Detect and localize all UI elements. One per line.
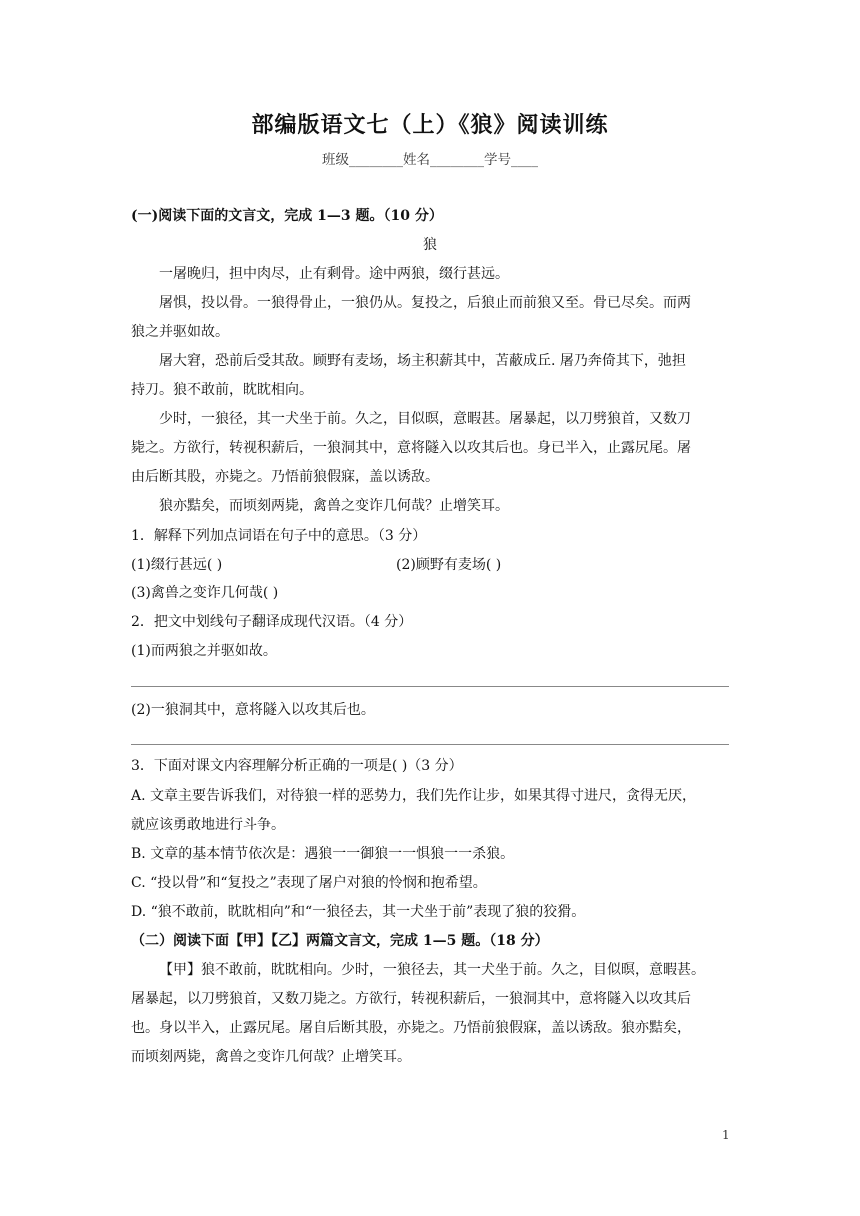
option-b: B. 文章的基本情节依次是：遇狼一一御狼一一惧狼一一杀狼。	[131, 846, 515, 862]
option-d: D. “狼不敢前，眈眈相向”和“一狼径去，其一犬坐于前”表现了狼的狡猾。	[131, 904, 586, 920]
option-a-line-2: 就应该勇敢地进行斗争。	[131, 817, 285, 833]
passage-line: 屠惧，投以骨。一狼得骨止，一狼仍从。复投之，后狼止而前狼又至。骨已尽矣。而两	[159, 295, 691, 311]
question-1-item-3: (3)禽兽之变诈几何哉( )	[131, 585, 279, 601]
text-title: 狼	[423, 237, 437, 253]
option-a-line-1: A. 文章主要告诉我们，对待狼一样的恶势力，我们先作让步，如果其得寸进尺，贪得无厌，	[131, 788, 697, 804]
question-1-item-1: (1)缀行甚远( )	[131, 557, 223, 573]
passage-line: 少时，一狼径，其一犬坐于前。久之，目似暝，意暇甚。屠暴起，以刀劈狼首，又数刀	[159, 411, 691, 427]
passage-line: 毙之。方欲行，转视积薪后，一狼洞其中，意将隧入以攻其后也。身已半入，止露尻尾。屠	[131, 440, 691, 456]
passage-line: 一屠晚归，担中肉尽，止有剩骨。途中两狼，缀行甚远。	[159, 266, 509, 282]
passage-line: 屠大窘，恐前后受其敌。顾野有麦场，场主积薪其中，苫蔽成丘. 屠乃奔倚其下，弛担	[159, 353, 686, 369]
answer-line	[131, 686, 729, 687]
passage-line: 由后断其股，亦毙之。乃悟前狼假寐，盖以诱敌。	[131, 469, 439, 485]
student-info-line: 班级________姓名________学号____	[322, 152, 538, 168]
question-2-item-2: (2)一狼洞其中，意将隧入以攻其后也。	[131, 702, 375, 718]
question-3-stem: 3．下面对课文内容理解分析正确的一项是( )（3 分）	[131, 758, 463, 774]
passage-line: 屠暴起，以刀劈狼首，又数刀毙之。方欲行，转视积薪后，一狼洞其中，意将隧入以攻其后	[131, 991, 691, 1007]
passage-line: 狼之并驱如故。	[131, 324, 229, 340]
document-title: 部编版语文七（上）《狼》阅读训练	[251, 112, 609, 138]
page-number: 1	[722, 1128, 730, 1142]
question-2-stem-text: 2．把文中划线句子翻译成现代汉语。（4 分）	[131, 614, 413, 630]
passage-line: 持刀。狼不敢前，眈眈相向。	[131, 382, 313, 398]
answer-line	[131, 744, 729, 745]
question-1-item-2: (2)顾野有麦场( )	[396, 557, 502, 573]
section2-heading: （二）阅读下面【甲】【乙】两篇文言文，完成 1—5 题。（18 分）	[131, 933, 549, 949]
section1-heading: (一)阅读下面的文言文，完成 1—3 题。（10 分）	[131, 208, 443, 224]
passage-line: 也。身以半入，止露尻尾。屠自后断其股，亦毙之。乃悟前狼假寐，盖以诱敌。狼亦黠矣，	[131, 1020, 691, 1036]
passage-line: 狼亦黠矣，而顷刻两毙，禽兽之变诈几何哉？止增笑耳。	[159, 498, 509, 514]
passage-line: 而顷刻两毙，禽兽之变诈几何哉？止增笑耳。	[131, 1049, 411, 1065]
passage-line: 【甲】狼不敢前，眈眈相向。少时，一狼径去，其一犬坐于前。久之，目似暝，意暇甚。	[159, 962, 705, 978]
option-c: C. “投以骨”和“复投之”表现了屠户对狼的怜悯和抱希望。	[131, 875, 487, 891]
question-2-item-1: (1)而两狼之并驱如故。	[131, 643, 277, 659]
question-1-stem: 1．解释下列加点词语在句子中的意思。（3 分）	[131, 528, 427, 544]
